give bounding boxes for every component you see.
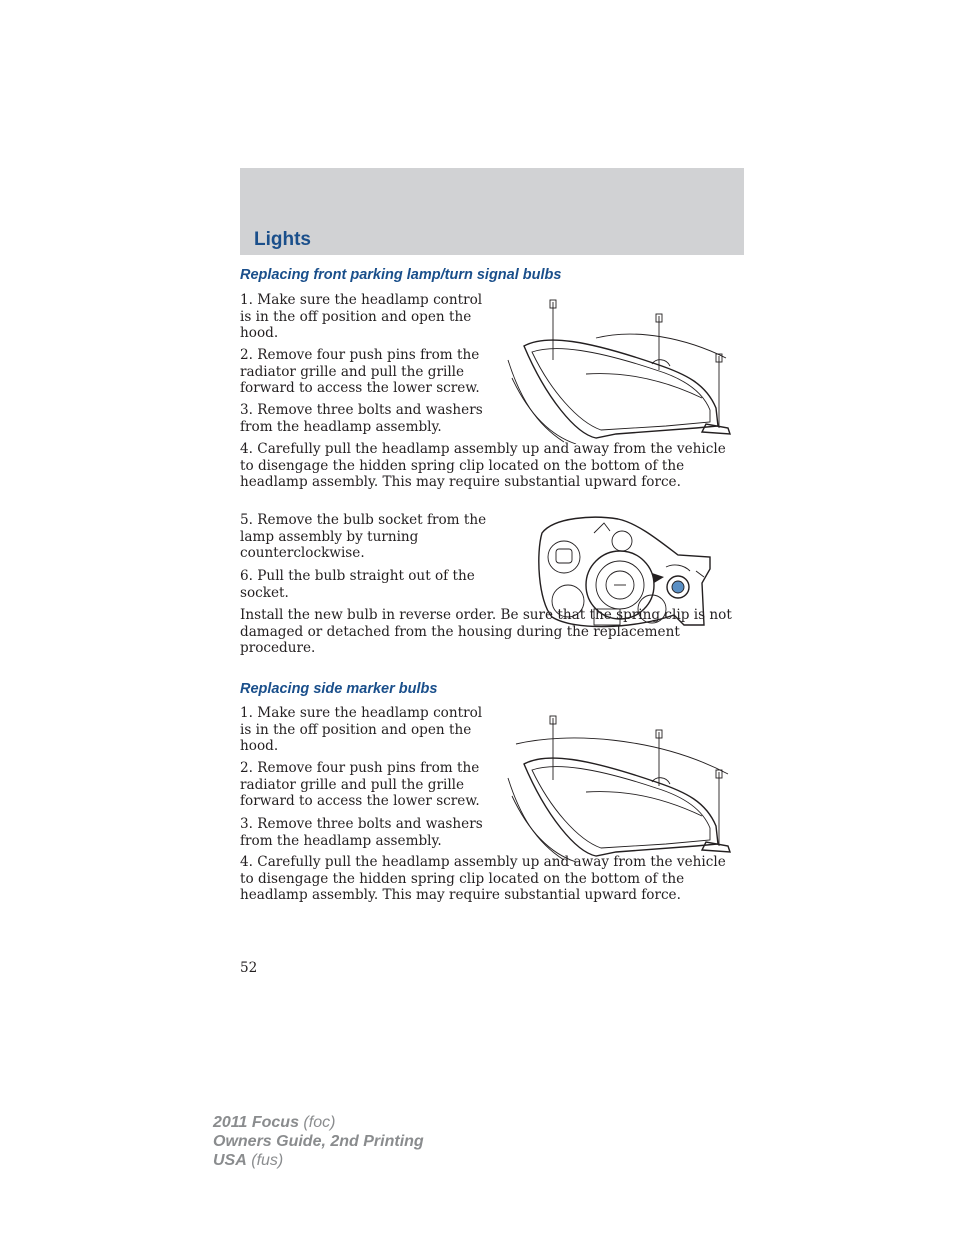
side-step-4-text: 4. Carefully pull the headlamp assembly up and away from the vehicle to disengage the hidden spring clip located on the bottom of the headlamp assembly. This may require substantial upward force. — [240, 854, 726, 903]
step-4 — [240, 441, 740, 491]
footer-model: 2011 Focus — [213, 1114, 299, 1131]
headlamp-bolts-diagram-1 — [506, 298, 742, 444]
footer-model-code: (foc) — [303, 1114, 336, 1131]
section-heading-parking-lamp: Replacing front parking lamp/turn signal bulbs — [240, 267, 562, 283]
step-6: 6. Pull the bulb straight out of the socket. — [240, 568, 475, 601]
footer-line-3 — [213, 1151, 424, 1170]
footer — [213, 1113, 424, 1170]
side-step-1: 1. Make sure the headlamp control is in the off position and open the hood. — [240, 705, 483, 754]
step-3: 3. Remove three bolts and washers from the headlamp assembly. — [240, 402, 483, 435]
section-heading-side-marker: Replacing side marker bulbs — [240, 681, 438, 697]
headlamp-rear-bulb-socket-diagram — [534, 513, 718, 633]
step-2: 2. Remove four push pins from the radiator grille and pull the grille forward to access the lower screw. — [240, 347, 480, 396]
step-1: 1. Make sure the headlamp control is in the off position and open the hood. — [240, 292, 483, 341]
install-note-text: Install the new bulb in reverse order. Be sure that the spring clip is not damaged or detached from the housing during the replacement procedure. — [240, 607, 732, 656]
side-step-3: 3. Remove three bolts and washers from the headlamp assembly. — [240, 816, 483, 849]
footer-line-2 — [213, 1132, 424, 1151]
footer-line-1 — [213, 1113, 424, 1132]
headlamp-bolts-diagram-2 — [506, 714, 742, 864]
footer-market: USA — [213, 1152, 247, 1169]
footer-market-code: (fus) — [251, 1152, 284, 1169]
section-header-band — [240, 168, 744, 255]
footer-guide: Owners Guide, 2nd Printing — [213, 1133, 424, 1150]
section-title: Lights — [254, 229, 311, 250]
side-step-2: 2. Remove four push pins from the radiator grille and pull the grille forward to access the lower screw. — [240, 760, 480, 809]
page-number: 52 — [240, 960, 258, 976]
step-5: 5. Remove the bulb socket from the lamp assembly by turning counterclockwise. — [240, 512, 487, 561]
step-4-text: 4. Carefully pull the headlamp assembly up and away from the vehicle to disengage the hidden spring clip located on the bottom of the headlamp assembly. This may require substantial upward force. — [240, 441, 726, 490]
